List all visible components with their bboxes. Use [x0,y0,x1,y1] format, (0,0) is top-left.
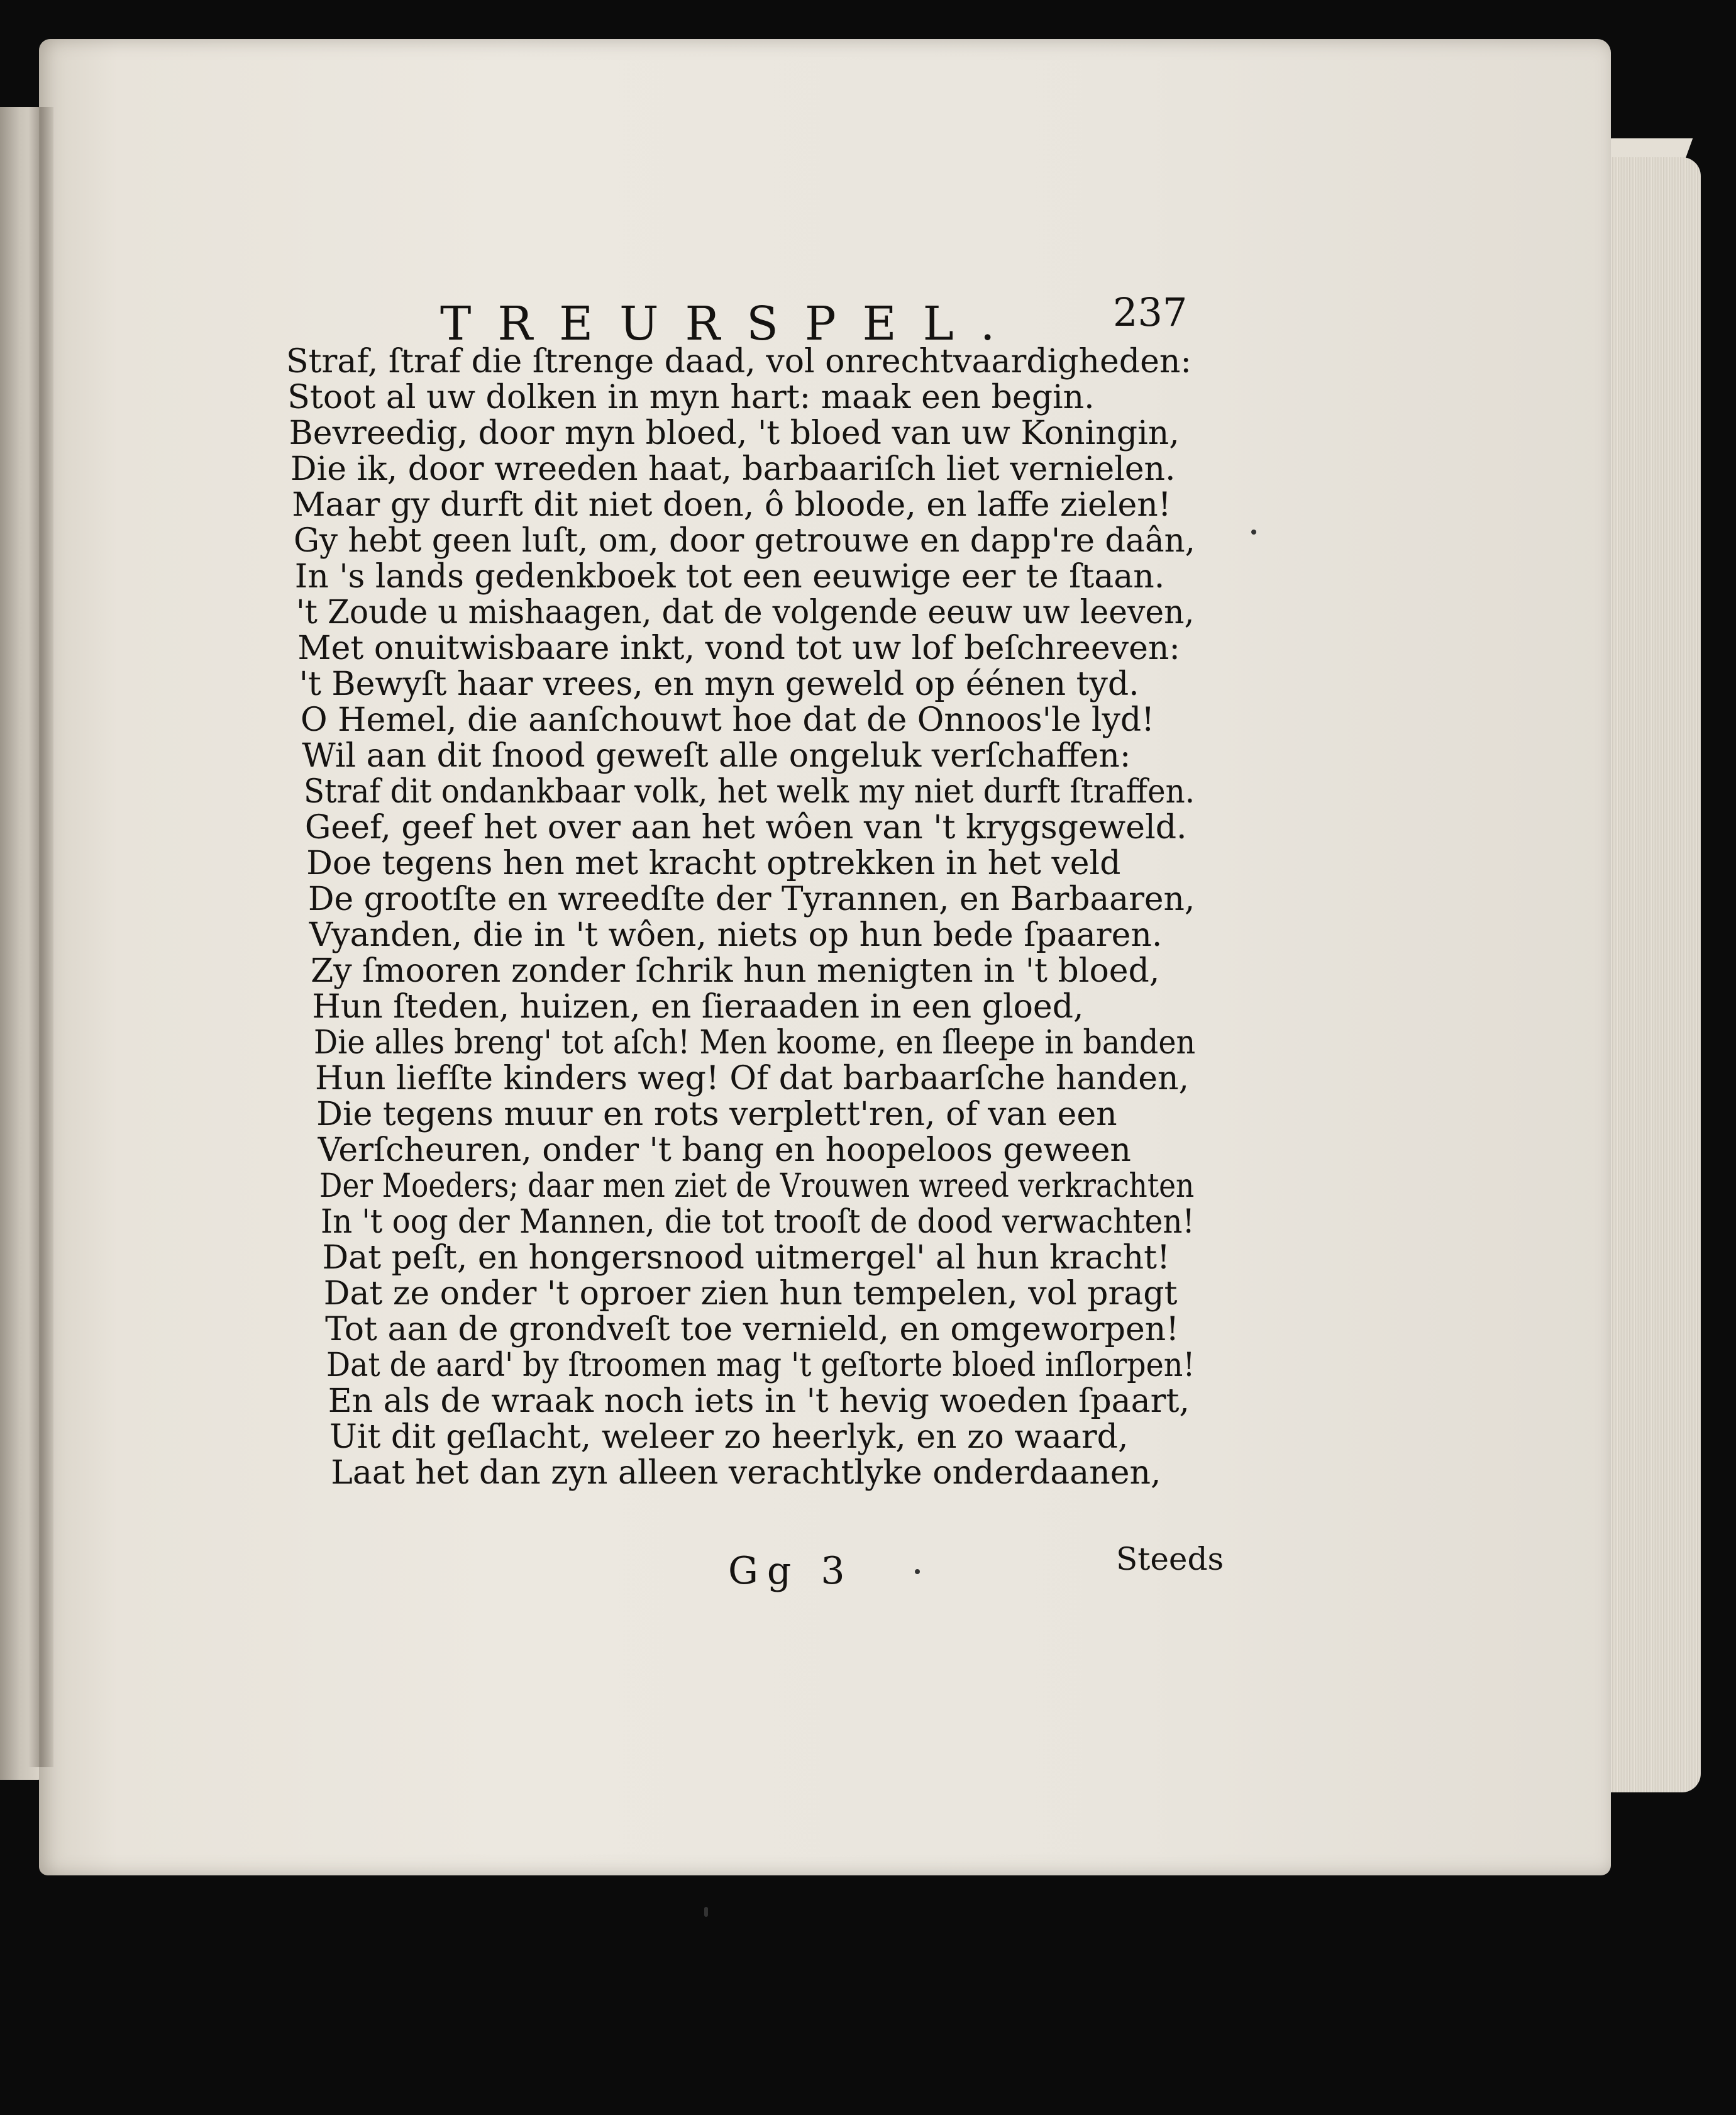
verse-line: Gy hebt geen luſt, om, door getrouwe en dapp're daân, [293,522,1195,560]
verse-line: En als de wraak noch iets in 't hevig woeden ſpaart, [328,1382,1190,1420]
verse-line: Laat het dan zyn alleen verachtlyke onderdaanen, [331,1454,1161,1492]
catchword: Steeds [1116,1541,1224,1577]
verse-line: Hun ſteden, huizen, en ſieraaden in een gloed, [312,988,1084,1026]
verse-line: Dat de aard' by ſtroomen mag 't geſtorte bloed inſlorpen! [326,1346,1195,1384]
verse-line: Maar gy durft dit niet doen, ô bloode, en laffe zielen! [292,486,1171,524]
verse-line: Stoot al uw dolken in myn hart: maak een begin. [287,379,1095,416]
verse-line: Straf, ſtraf die ſtrenge daad, vol onrechtvaardigheden: [286,343,1191,380]
page-block-edges [1606,157,1701,1792]
verse-line: Die ik, door wreeden haat, barbaariſch liet vernielen. [290,450,1176,488]
running-head: TREURSPEL. [440,297,1022,351]
page-number: 237 [1113,289,1188,335]
verse-line: Wil aan dit ſnood geweſt alle ongeluk verſchaffen: [302,737,1131,775]
verse-line: Dat ze onder 't oproer zien hun tempelen, vol pragt [323,1275,1178,1313]
verse-line: Die tegens muur en rots verplett'ren, of van een [316,1096,1117,1133]
verse-line: Zy ſmooren zonder ſchrik hun menigten in 't bloed, [311,952,1160,990]
verse-line: Bevreedig, door myn bloed, 't bloed van uw Koningin, [289,414,1180,452]
ink-speck [1251,530,1256,535]
verse-line: Hun liefſte kinders weg! Of dat barbaarſche handen, [315,1060,1189,1097]
verse-line: O Hemel, die aanſchouwt hoe dat de Onnoos'le lyd! [301,701,1155,739]
verse-line: Geef, geef het over aan het wôen van 't krygsgeweld. [304,809,1187,847]
verse-line: In 't oog der Mannen, die tot trooſt de dood verwachten! [321,1203,1195,1241]
verse-line: 't Zoude u mishaagen, dat de volgende eeuw uw leeven, [296,594,1195,631]
book-gutter [28,107,53,1767]
verse-line: Dat peſt, en hongersnood uitmergel' al hun kracht! [322,1239,1170,1277]
verse-line: Tot aan de grondveſt toe vernield, en omgeworpen! [325,1311,1180,1348]
verse-line: De grootſte en wreedſte der Tyrannen, en Barbaaren, [307,880,1195,918]
verse-line: Vyanden, die in 't wôen, niets op hun bede ſpaaren. [309,916,1163,954]
ink-speck [704,1907,708,1917]
ink-speck [915,1569,920,1574]
verse-line: Der Moeders; daar men ziet de Vrouwen wreed verkrachten [319,1167,1195,1205]
verse-line: Uit dit geſlacht, weleer zo heerlyk, en zo waard, [329,1418,1129,1456]
signature-mark: Gg 3 [728,1549,854,1593]
verse-line: In 's lands gedenkboek tot een eeuwige eer te ſtaan. [294,558,1165,596]
verse-line: Verſcheuren, onder 't bang en hoopeloos geween [318,1131,1131,1169]
verse-line: Straf dit ondankbaar volk, het welk my niet durft ſtraffen. [303,773,1195,811]
verse-line: 't Bewyſt haar vrees, en myn geweld op éénen tyd. [299,665,1139,703]
verse-line: Met onuitwisbaare inkt, vond tot uw lof beſchreeven: [297,630,1180,667]
verse-line: Die alles breng' tot aſch! Men koome, en ſleepe in banden [313,1024,1195,1062]
verse-line: Doe tegens hen met kracht optrekken in het veld [306,845,1121,882]
